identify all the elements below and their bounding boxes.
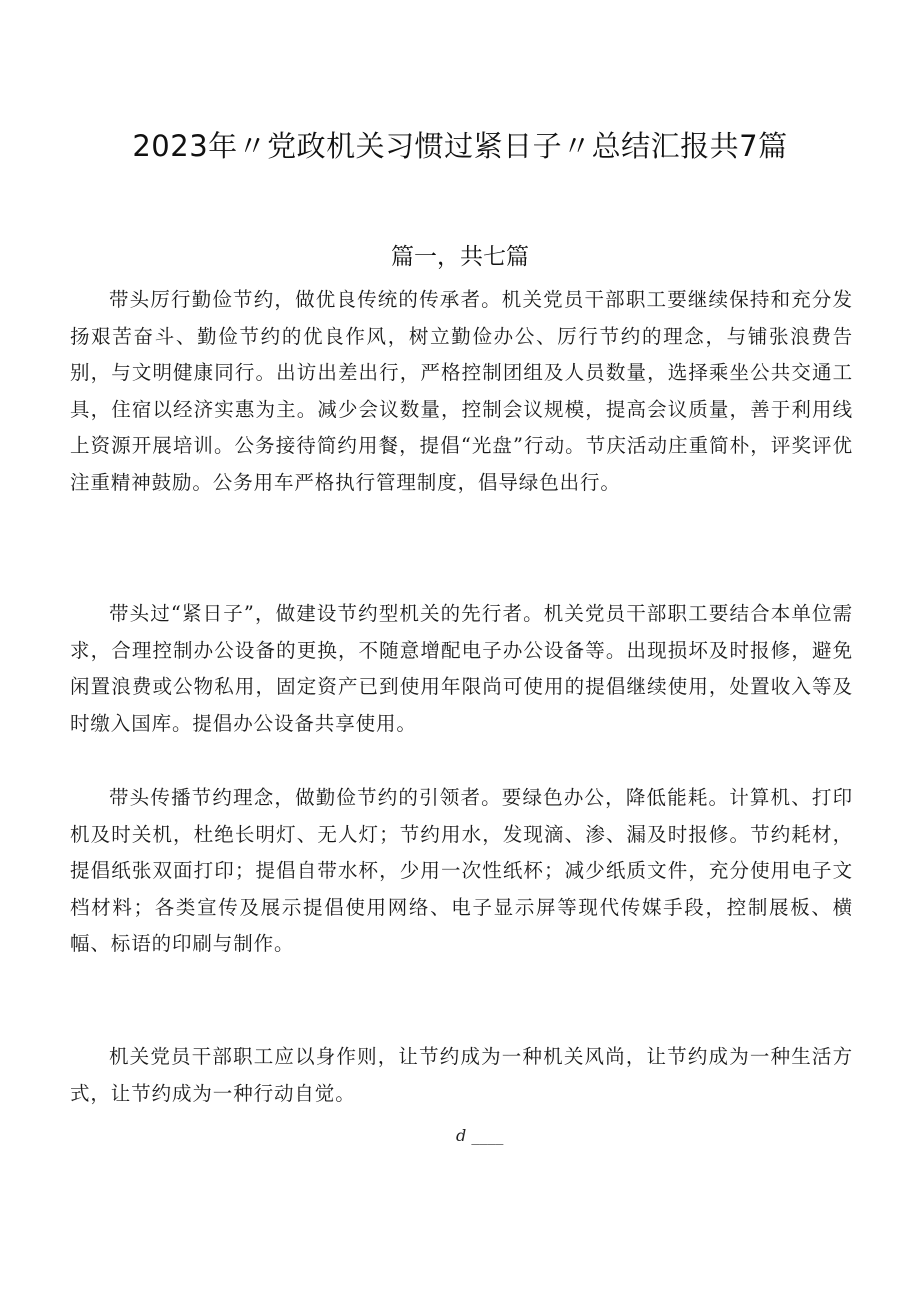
footer-mark: d ____ — [456, 1126, 504, 1145]
document-title: 2023年〃党政机关习惯过紧日子〃总结汇报共7篇 — [132, 129, 788, 163]
body-paragraph-3: 带头传播节约理念，做勤俭节约的引领者。要绿色办公，降低能耗。计算机、打印机及时关机，杜绝长明灯、无人灯；节约用水，发现滴、渗、漏及时报修。节约耗材，提倡纸张双面打印；提倡自带水杯，少用一次性纸杯；减少纸质文件，充分使用电子文档材料；各类宣传及展示提倡使用网络、电子显示屏等现代传媒手段，控制展板、横幅、标语的印刷与制作。 — [70, 786, 853, 956]
body-paragraph-4: 机关党员干部职工应以身作则，让节约成为一种机关风尚，让节约成为一种生活方式，让节约成为一种行动自觉。 — [70, 1045, 853, 1105]
body-paragraph-1: 带头厉行勤俭节约，做优良传统的传承者。机关党员干部职工要继续保持和充分发扬艰苦奋斗、勤俭节约的优良作风，树立勤俭办公、厉行节约的理念，与铺张浪费告别，与文明健康同行。出访出差出行，严格控制团组及人员数量，选择乘坐公共交通工具，住宿以经济实惠为主。减少会议数量，控制会议规模，提高会议质量，善于利用线上资源开展培训。公务接待简约用餐，提倡“光盘”行动。节庆活动庄重简朴，评奖评优注重精神鼓励。公务用车严格执行管理制度，倡导绿色出行。 — [70, 288, 853, 494]
section-heading: 篇一，共七篇 — [391, 244, 529, 270]
body-paragraph-2: 带头过“紧日子”，做建设节约型机关的先行者。机关党员干部职工要结合本单位需求，合理控制办公设备的更换，不随意增配电子办公设备等。出现损坏及时报修，避免闲置浪费或公物私用，固定资产已到使用年限尚可使用的提倡继续使用，处置收入等及时缴入国库。提倡办公设备共享使用。 — [70, 602, 853, 735]
